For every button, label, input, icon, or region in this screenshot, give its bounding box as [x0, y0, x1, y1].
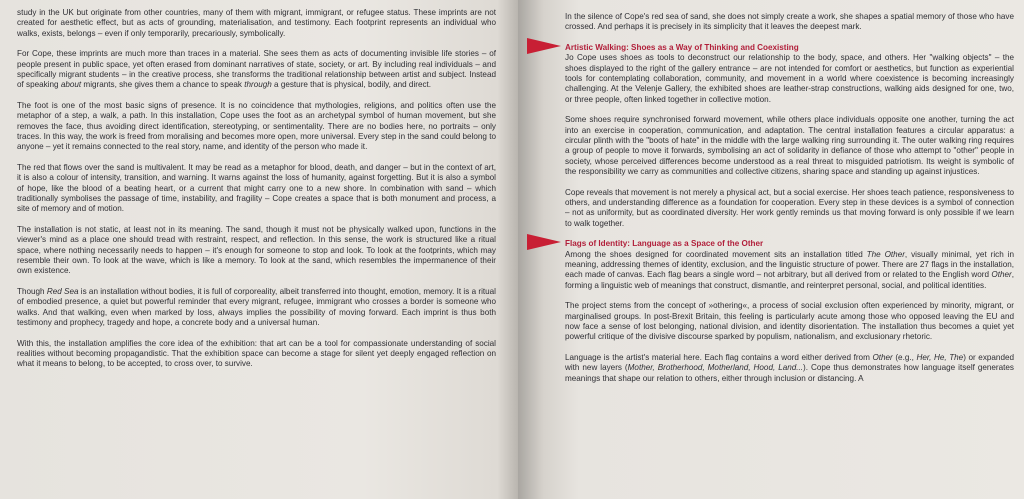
- paragraph: [565, 12, 1014, 33]
- text-run: Jo Cope uses shoes as tools to deconstruct our relationship to the body, space, and others. Her "walking objects" – the shoes displayed to the right of the gallery entrance – are not intended for comfort or aesthetics, but function as experiential tools for contemplating collaboration, community, and movement in a world where coexistence is becoming increasingly challenging. At the Velenje Gallery, the exhibited shoes are leather-strap constructions, walking aids designed for one, two, or three people, often linked together in collective motion.: [565, 53, 1014, 104]
- text-run: (e.g.,: [892, 353, 917, 363]
- italic-text: about: [60, 80, 82, 90]
- text-run: a gesture that is physical, bodily, and direct.: [271, 80, 432, 90]
- text-run: , visually minimal, yet rich in meaning, addressing themes of identity, exclusion, and the linguistic structure of power. There are 27 flags in the installation, each made of canvas. Each flag bears a single word – not arbitrary, but all derived from or related to the English word: [565, 249, 1014, 280]
- text-run: In the silence of Cope's red sea of sand, she does not simply create a work, she shapes a spatial memory of those who have crossed. And perhaps it is precisely in its simplicity that it leaves the deepest mark.: [565, 12, 1014, 32]
- paragraph: [17, 49, 496, 90]
- paragraph: [17, 225, 496, 277]
- text-run: For Cope, these imprints are much more than traces in a material. She sees them as acts of documenting invisible life stories – of people present in public space, yet often erased from dominant narratives of state, society, or art. By including real individuals – and specifically migrant students – in the creative process, she transforms the traditional relationship between artist and subject. Instead of speaking: [17, 49, 496, 90]
- italic-text: Other: [872, 353, 893, 363]
- right-page: [518, 0, 1024, 499]
- text-run: The red that flows over the sand is multivalent. It may be read as a metaphor for blood, death, and danger – but in the context of art, it is also a colour of intensity, transition, and warning. It warns against the loss of humanity, against forgetting. But it is also a symbol of hope, like the blood of a beating heart, or a current that might carry one to a new shore. In combination with sand – which traditionally symbolises the passage of time, instability, and fragility – Cope creates a space that is both monument and process, a site of memory and of motion.: [17, 163, 496, 214]
- text-run: With this, the installation amplifies the core idea of the exhibition: that art can be a tool for compassionate understanding of social realities without becoming propagandistic. That the exhibition space can become a stage for silent yet deeply engaged reflection on what it means to belong, to be accepted, to cross over, to survive.: [17, 338, 496, 369]
- text-run: Language is the artist's material here. Each flag contains a word either derived from: [565, 353, 873, 363]
- paragraph: [565, 53, 1014, 105]
- italic-text: The Other: [866, 249, 905, 259]
- italic-text: Her, He, The: [916, 353, 964, 363]
- red-flag-icon: [527, 38, 561, 54]
- paragraph: [565, 301, 1014, 342]
- right-page-intro: [565, 12, 1014, 33]
- italic-text: Other: [991, 270, 1012, 280]
- text-run: Some shoes require synchronised forward movement, while others place individuals opposite one another, turning the act into an exercise in cooperation, communication, and adaptation. The central installation features a circular apparatus: a circular plinth with the "boots of hate" in the middle with the large walking ring surrounding it. The outer walking ring requires a group of people to move it forwards, symbolising an act of solidarity in defiance of those who attempt to "other" people in society, whose perceived differences become understood as a real threat to misguided patriotism. Its weight is symbolic of the responsibility we carry as communities and collective citizens, sharing space and standing up against injustices.: [565, 115, 1014, 177]
- left-page-text: [17, 8, 496, 370]
- paragraph: [17, 101, 496, 153]
- text-run: , forming a linguistic web of meanings that construct, dismantle, and reinterpret personal, social, and political identities.: [565, 270, 1014, 290]
- section-heading-flags-of-identity: [565, 239, 1014, 249]
- italic-text: through: [244, 80, 272, 90]
- paragraph: [565, 115, 1014, 177]
- section-heading-artistic-walking: [565, 43, 1014, 53]
- section-artistic-walking-body: [565, 53, 1014, 229]
- text-run: Cope reveals that movement is not merely a physical act, but a social exercise. Her shoes teach patience, responsiveness to others, and understanding difference as a foundation for cooperation. Every step in these devices is a symbol of connection – not as uniformity, but as coordinated diversity. Her work gently reminds us that moving forward is only possible if we learn to walk together.: [565, 187, 1014, 228]
- text-run: study in the UK but originate from other countries, many of them with migrant, immigrant, or refugee status. These imprints are not created for aesthetic effect, but as acts of grounding, materialisation, and testimony. Each footprint represents an individual who walks, exists, belongs – even if only temporarily, precariously, symbolically.: [17, 8, 496, 38]
- italic-text: Red Sea: [46, 287, 79, 297]
- paragraph: [17, 163, 496, 215]
- paragraph: [565, 188, 1014, 229]
- paragraph: [17, 339, 496, 370]
- section-heading-text: Flags of Identity: Language as a Space of the Other: [565, 239, 764, 249]
- paragraph: [565, 353, 1014, 384]
- text-run: ) or expanded with new layers (: [565, 353, 1015, 373]
- text-run: migrants, she gives them a chance to speak: [81, 80, 245, 90]
- text-run: Among the shoes designed for coordinated movement sits an installation titled: [565, 249, 867, 259]
- section-heading-text: Artistic Walking: Shoes as a Way of Thinking and Coexisting: [565, 42, 799, 52]
- text-run: Though: [17, 287, 47, 297]
- text-run: is an installation without bodies, it is full of corporeality, albeit transferred into thought, emotion, memory. It is a ritual of embodied presence, a quiet but powerful reminder that every migrant, refugee, immigrant who crosses a border is someone who walks. And that walking, even when marked by loss, always implies the possibility of moving forward. Each imprint is thus both testimony and prophecy, tragedy and hope, a concrete body and a universal human.: [17, 287, 496, 328]
- text-run: The project stems from the concept of »othering«, a process of social exclusion often experienced by minority, migrant, or marginalised groups. In post-Brexit Britain, this feeling is particularly acute among those who opposed leaving the EU and now face a sense of lost belonging, national division, and identity disorientation. The installation thus becomes a quiet yet powerful critique of the divisive discourse sparked by populism, nationalism, and exclusionary rhetoric.: [565, 301, 1014, 342]
- paragraph: [17, 8, 496, 39]
- paragraph: [17, 287, 496, 328]
- red-flag-icon: [527, 234, 561, 250]
- text-run: The installation is not static, at least not in its meaning. The sand, though it must not be physically walked upon, functions in the viewer's mind as a place one should tread with restraint, respect, and reflection. In this sense, the work is structured like a ritual space, where nothing necessarily needs to happen – it's enough for someone to stop and look. To look at the footprints, which may resemble their own. To look at the wave, which is like a memory. To look at the sand, which resembles the impermanence of their own existence.: [17, 225, 496, 276]
- text-run: ). Cope thus demonstrates how language itself generates meanings that shape our relation to others, either through inclusion or distancing. A: [565, 363, 1014, 383]
- paragraph: [565, 250, 1014, 291]
- text-run: The foot is one of the most basic signs of presence. It is no coincidence that mythologies, religions, and politics often use the metaphor of a step, a walk, a path. In this installation, Cope uses the foot as an archetypal symbol of human movement, but she removes the face, thus avoiding direct identification, stereotyping, or sentimentality. There are no bodies here, no portraits – only traces. In this way, the work is freed from moralising and becomes more open, more universal. Every step in the sand could belong to anyone – yet it remains connected to the real story, name, and identity of the person who made it.: [17, 101, 496, 152]
- italic-text: Mother, Brotherhood, Motherland, Hood, Land...: [627, 363, 804, 373]
- section-flags-of-identity-body: [565, 250, 1014, 384]
